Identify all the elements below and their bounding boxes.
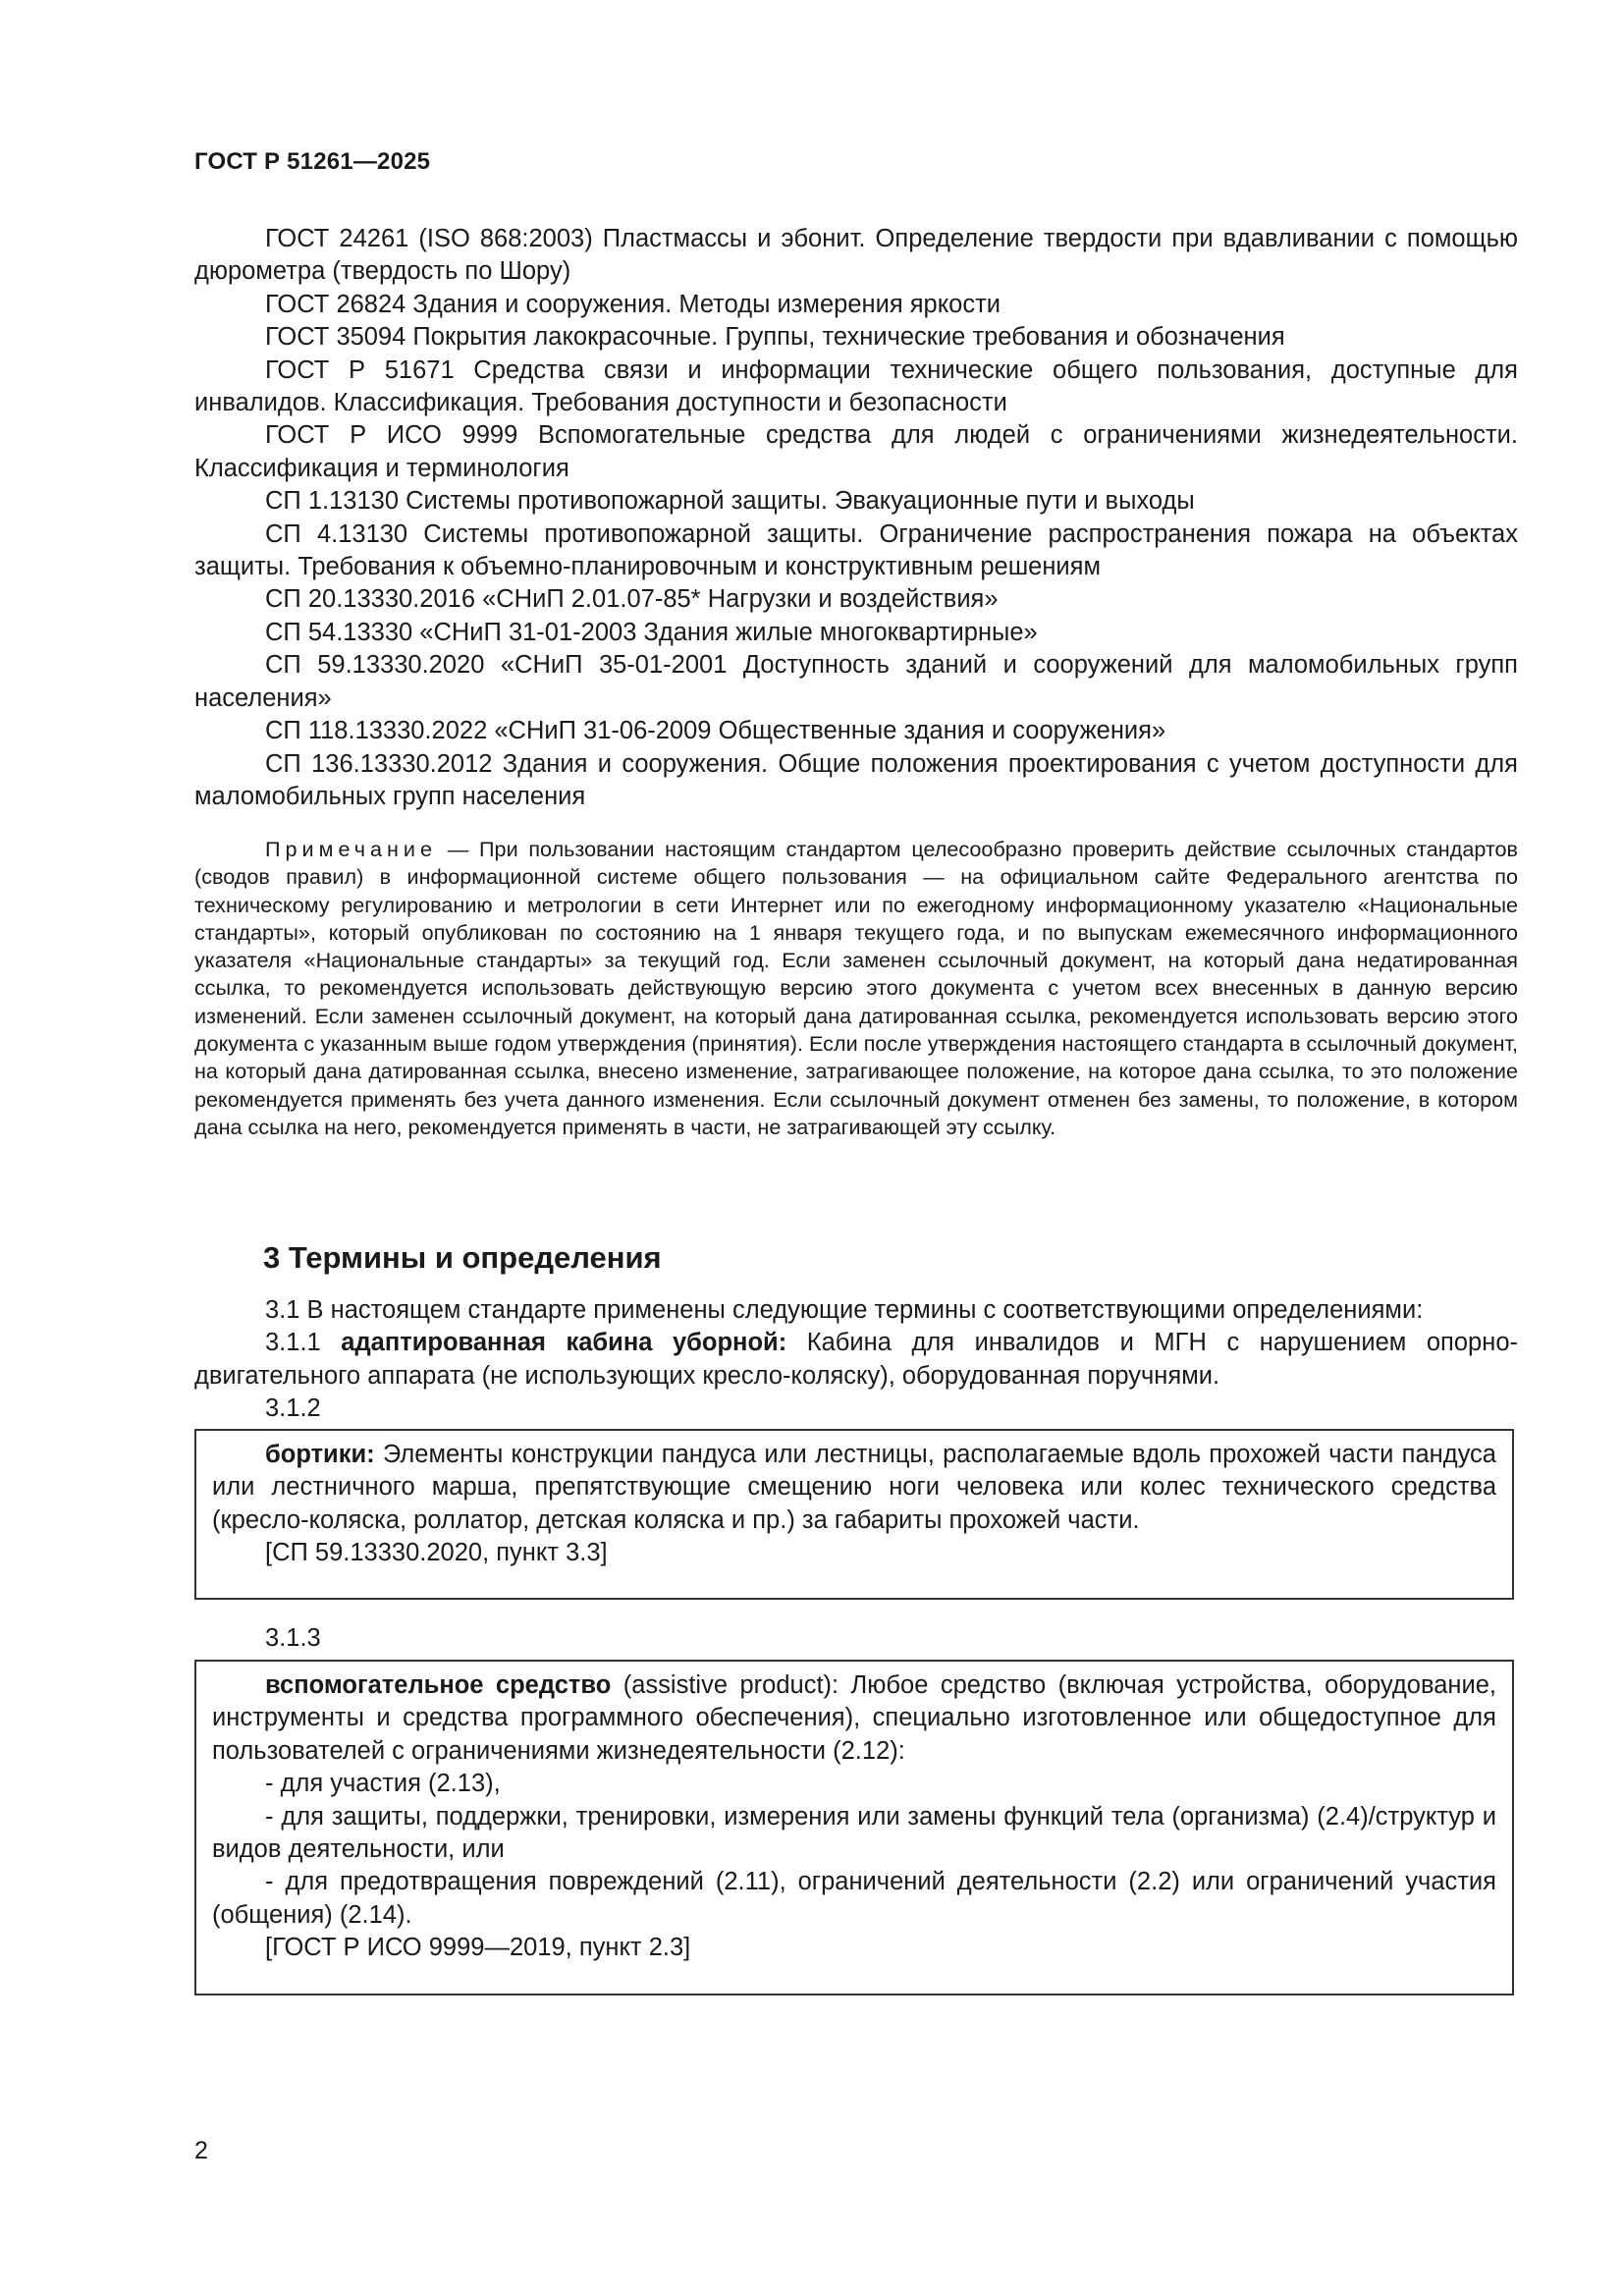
term-box-3-1-3 bbox=[194, 1660, 1514, 1995]
note-paragraph bbox=[194, 836, 1518, 1141]
reference-item: ГОСТ 35094 Покрытия лакокрасочные. Группы, технические требования и обозначения bbox=[265, 323, 1285, 352]
section-title: 3 Термины и определения bbox=[263, 1240, 662, 1275]
term-list-item: - для предотвращения повреждений (2.11), ограничений деятельности (2.2) или ограничений участия (общения) (2.14). bbox=[212, 1868, 1496, 1929]
term-number: 3.1.1 bbox=[265, 1329, 342, 1357]
reference-item: СП 136.13330.2012 Здания и сооружения. Общие положения проектирования с учетом доступности для маломобильных групп населения bbox=[194, 749, 1518, 810]
term-3-1-3 bbox=[212, 1669, 1496, 1768]
terms-intro bbox=[194, 1294, 1518, 1393]
document-code-header: ГОСТ Р 51261—2025 bbox=[194, 148, 431, 175]
note-label: Примечание bbox=[265, 837, 437, 861]
term-source: [СП 59.13330.2020, пункт 3.3] bbox=[265, 1539, 608, 1567]
normative-references-list bbox=[194, 223, 1518, 813]
reference-item: СП 4.13130 Системы противопожарной защиты. Ограничение распространения пожара на объектах защиты. Требования к объемно-планировочным и конструктивным решениям bbox=[194, 519, 1518, 581]
term-name: бортики: bbox=[265, 1441, 375, 1468]
reference-item: ГОСТ 24261 (ISO 868:2003) Пластмассы и эбонит. Определение твердости при вдавливании с помощью дюрометра (твердость по Шору) bbox=[194, 225, 1518, 286]
reference-item: СП 1.13130 Системы противопожарной защиты. Эвакуационные пути и выходы bbox=[265, 487, 1195, 516]
reference-item: СП 54.13330 «СНиП 31-01-2003 Здания жилые многоквартирные» bbox=[265, 618, 1038, 646]
term-3-1-2 bbox=[212, 1439, 1496, 1537]
term-definition: (assistive product): Любое средство (включая устройства, оборудование, инструменты и средства программного обеспечения), специально изготовленное или общедоступное для пользователей с ограничениями жизнедеятельности (2.12): bbox=[212, 1671, 1496, 1765]
term-definition: Кабина для инвалидов и МГН с нарушением опорно-двигательного аппарата (не использующих кресло-коляску), оборудованная поручнями. bbox=[194, 1329, 1518, 1390]
note-text: — При пользовании настоящим стандартом целесообразно проверить действие ссылочных стандартов (сводов правил) в информационной системе общего пользования — на официальном сайте Федерального агентства по техническому регулированию и метрологии в сети Интернет или по ежегодному информационному указателю «Национальные стандарты», который опубликован по состоянию на 1 января текущего года, и по выпускам ежемесячного информационного указателя «Национальные стандарты» за текущий год. Если заменен ссылочный документ, на который дана недатированная ссылка, то рекомендуется использовать действующую версию этого документа с учетом всех внесенных в данную версию изменений. Если заменен ссылочный документ, на который дана датированная ссылка, рекомендуется использовать версию этого документа с указанным выше годом утверждения (принятия). Если после утверждения настоящего стандарта в ссылочный документ, на который дана датированная ссылка, внесено изменение, затрагивающее положение, на которое дана ссылка, то это положение рекомендуется применять без учета данного изменения. Если ссылочный документ отменен без замены, то положение, в котором дана ссылка на него, рекомендуется применять в части, не затрагивающей эту ссылку. bbox=[194, 837, 1518, 1139]
reference-item: ГОСТ 26824 Здания и сооружения. Методы измерения яркости bbox=[265, 290, 1001, 318]
term-number-3-1-3: 3.1.3 bbox=[265, 1624, 321, 1652]
term-list-item: - для защиты, поддержки, тренировки, измерения или замены функций тела (организма) (2.4)/структур и видов деятельности, или bbox=[212, 1802, 1496, 1864]
reference-item: ГОСТ Р ИСО 9999 Вспомогательные средства для людей с ограничениями жизнедеятельности. Классификация и терминология bbox=[194, 421, 1518, 482]
reference-item: СП 20.13330.2016 «СНиП 2.01.07-85* Нагрузки и воздействия» bbox=[265, 585, 999, 614]
terms-intro-paragraph: 3.1 В настоящем стандарте применены следующие термины с соответствующими определениями: bbox=[265, 1296, 1424, 1324]
reference-item: СП 118.13330.2022 «СНиП 31-06-2009 Общественные здания и сооружения» bbox=[265, 717, 1166, 745]
reference-item: СП 59.13330.2020 «СНиП 35-01-2001 Доступность зданий и сооружений для маломобильных групп населения» bbox=[194, 651, 1518, 712]
term-name: адаптированная кабина уборной: bbox=[341, 1329, 787, 1357]
term-box-3-1-2 bbox=[194, 1429, 1514, 1600]
page-number: 2 bbox=[194, 2137, 208, 2164]
reference-item: ГОСТ Р 51671 Средства связи и информации технические общего пользования, доступные для инвалидов. Классификация. Требования доступности и безопасности bbox=[194, 355, 1518, 417]
term-definition: Элементы конструкции пандуса или лестницы, располагаемые вдоль прохожей части пандуса или лестничного марша, препятствующие смещению ноги человека или колес технического средства (кресло-коляска, роллатор, детская коляска и пр.) за габариты прохожей части. bbox=[212, 1441, 1496, 1534]
references-note bbox=[194, 836, 1518, 1141]
term-3-1-1 bbox=[194, 1327, 1518, 1393]
term-source: [ГОСТ Р ИСО 9999—2019, пункт 2.3] bbox=[265, 1934, 691, 1962]
term-name: вспомогательное средство bbox=[265, 1671, 612, 1699]
term-list-item: - для участия (2.13), bbox=[265, 1770, 501, 1798]
term-number-3-1-2: 3.1.2 bbox=[265, 1394, 321, 1422]
